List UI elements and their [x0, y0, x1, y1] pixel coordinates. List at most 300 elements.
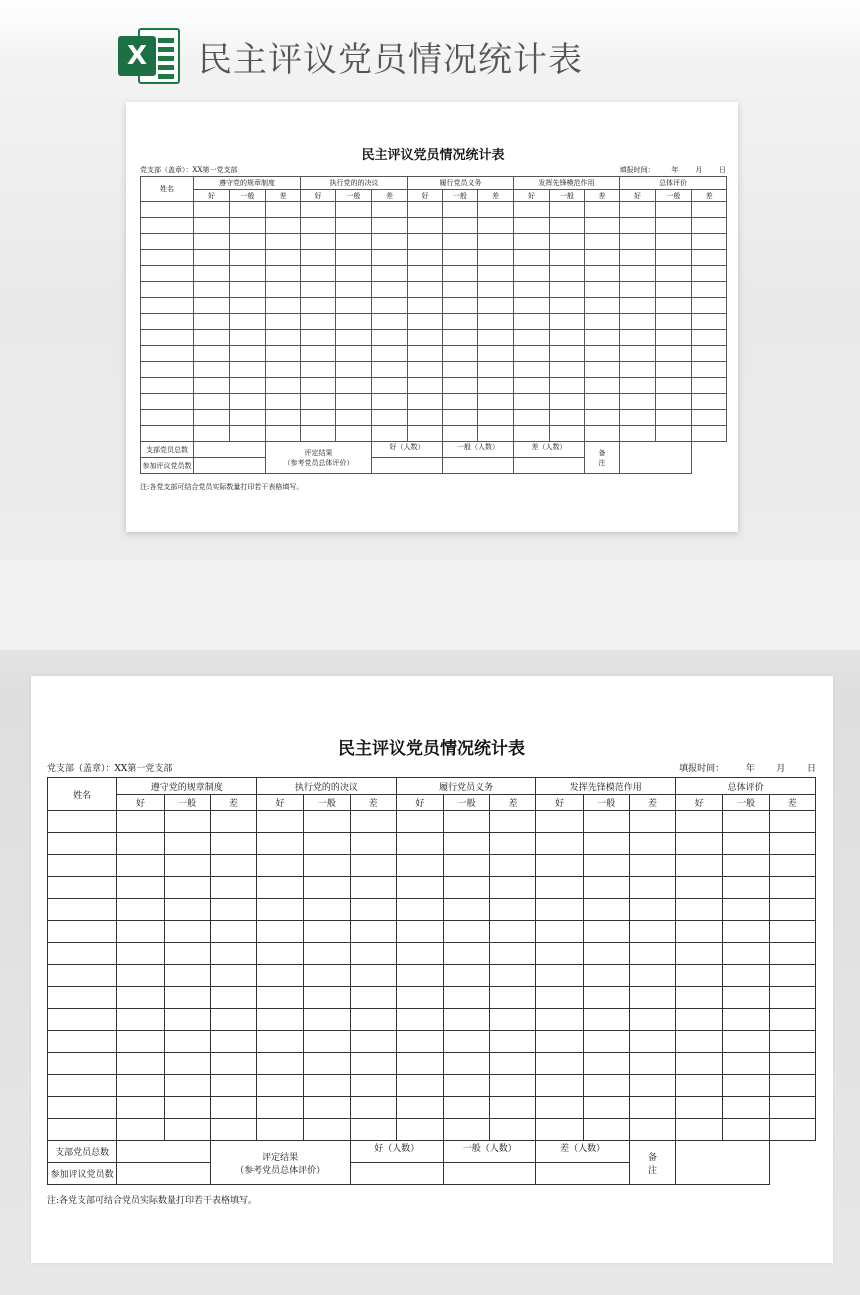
data-cell[interactable]	[443, 877, 489, 899]
data-cell[interactable]	[443, 362, 478, 378]
data-cell[interactable]	[350, 1097, 396, 1119]
data-cell[interactable]	[141, 314, 194, 330]
data-cell[interactable]	[301, 298, 336, 314]
data-cell[interactable]	[692, 346, 727, 362]
data-cell[interactable]	[620, 282, 656, 298]
data-cell[interactable]	[210, 1097, 256, 1119]
poor-count-value[interactable]	[514, 458, 585, 474]
data-cell[interactable]	[301, 250, 336, 266]
data-cell[interactable]	[769, 943, 815, 965]
data-cell[interactable]	[536, 899, 583, 921]
data-cell[interactable]	[266, 298, 301, 314]
data-cell[interactable]	[164, 943, 210, 965]
data-cell[interactable]	[769, 1097, 815, 1119]
data-cell[interactable]	[723, 855, 769, 877]
data-cell[interactable]	[478, 410, 514, 426]
data-cell[interactable]	[336, 202, 372, 218]
data-cell[interactable]	[301, 314, 336, 330]
data-cell[interactable]	[117, 1075, 164, 1097]
data-cell[interactable]	[769, 811, 815, 833]
data-cell[interactable]	[257, 833, 304, 855]
data-cell[interactable]	[656, 330, 692, 346]
data-cell[interactable]	[656, 426, 692, 442]
data-cell[interactable]	[164, 811, 210, 833]
data-cell[interactable]	[194, 218, 230, 234]
data-cell[interactable]	[408, 234, 443, 250]
data-cell[interactable]	[692, 314, 727, 330]
data-cell[interactable]	[210, 1119, 256, 1141]
data-cell[interactable]	[620, 362, 656, 378]
data-cell[interactable]	[629, 1075, 675, 1097]
data-cell[interactable]	[769, 833, 815, 855]
data-cell[interactable]	[550, 378, 585, 394]
data-cell[interactable]	[117, 965, 164, 987]
data-cell[interactable]	[585, 378, 620, 394]
data-cell[interactable]	[350, 877, 396, 899]
data-cell[interactable]	[620, 250, 656, 266]
data-cell[interactable]	[585, 410, 620, 426]
data-cell[interactable]	[583, 855, 629, 877]
data-cell[interactable]	[676, 899, 723, 921]
data-cell[interactable]	[585, 346, 620, 362]
data-cell[interactable]	[656, 410, 692, 426]
data-cell[interactable]	[257, 1097, 304, 1119]
data-cell[interactable]	[443, 218, 478, 234]
data-cell[interactable]	[478, 266, 514, 282]
data-cell[interactable]	[48, 855, 117, 877]
data-cell[interactable]	[266, 234, 301, 250]
data-cell[interactable]	[141, 202, 194, 218]
data-cell[interactable]	[210, 833, 256, 855]
data-cell[interactable]	[656, 282, 692, 298]
data-cell[interactable]	[692, 330, 727, 346]
data-cell[interactable]	[257, 1075, 304, 1097]
data-cell[interactable]	[350, 855, 396, 877]
data-cell[interactable]	[372, 426, 408, 442]
data-cell[interactable]	[194, 330, 230, 346]
data-cell[interactable]	[676, 1119, 723, 1141]
participating-value[interactable]	[194, 458, 266, 474]
data-cell[interactable]	[536, 877, 583, 899]
data-cell[interactable]	[620, 346, 656, 362]
data-cell[interactable]	[443, 811, 489, 833]
data-cell[interactable]	[723, 1075, 769, 1097]
data-cell[interactable]	[336, 330, 372, 346]
data-cell[interactable]	[490, 965, 536, 987]
data-cell[interactable]	[536, 987, 583, 1009]
data-cell[interactable]	[257, 965, 304, 987]
data-cell[interactable]	[443, 833, 489, 855]
data-cell[interactable]	[350, 899, 396, 921]
data-cell[interactable]	[583, 921, 629, 943]
data-cell[interactable]	[301, 234, 336, 250]
data-cell[interactable]	[656, 394, 692, 410]
data-cell[interactable]	[396, 855, 443, 877]
data-cell[interactable]	[583, 877, 629, 899]
data-cell[interactable]	[301, 282, 336, 298]
data-cell[interactable]	[692, 394, 727, 410]
data-cell[interactable]	[443, 1053, 489, 1075]
data-cell[interactable]	[723, 1009, 769, 1031]
data-cell[interactable]	[336, 362, 372, 378]
data-cell[interactable]	[514, 362, 550, 378]
data-cell[interactable]	[408, 250, 443, 266]
data-cell[interactable]	[141, 218, 194, 234]
data-cell[interactable]	[372, 202, 408, 218]
data-cell[interactable]	[266, 426, 301, 442]
data-cell[interactable]	[194, 266, 230, 282]
data-cell[interactable]	[301, 330, 336, 346]
data-cell[interactable]	[408, 394, 443, 410]
data-cell[interactable]	[676, 987, 723, 1009]
data-cell[interactable]	[230, 218, 266, 234]
data-cell[interactable]	[194, 282, 230, 298]
data-cell[interactable]	[396, 1075, 443, 1097]
data-cell[interactable]	[230, 234, 266, 250]
data-cell[interactable]	[490, 1119, 536, 1141]
data-cell[interactable]	[266, 314, 301, 330]
data-cell[interactable]	[164, 855, 210, 877]
data-cell[interactable]	[514, 234, 550, 250]
data-cell[interactable]	[210, 1031, 256, 1053]
data-cell[interactable]	[514, 394, 550, 410]
data-cell[interactable]	[408, 218, 443, 234]
data-cell[interactable]	[396, 987, 443, 1009]
data-cell[interactable]	[585, 282, 620, 298]
data-cell[interactable]	[478, 234, 514, 250]
data-cell[interactable]	[164, 899, 210, 921]
data-cell[interactable]	[478, 314, 514, 330]
data-cell[interactable]	[372, 250, 408, 266]
data-cell[interactable]	[372, 330, 408, 346]
data-cell[interactable]	[304, 965, 350, 987]
data-cell[interactable]	[620, 202, 656, 218]
data-cell[interactable]	[230, 426, 266, 442]
data-cell[interactable]	[692, 250, 727, 266]
data-cell[interactable]	[210, 1053, 256, 1075]
data-cell[interactable]	[350, 965, 396, 987]
data-cell[interactable]	[478, 330, 514, 346]
data-cell[interactable]	[336, 250, 372, 266]
data-cell[interactable]	[536, 921, 583, 943]
data-cell[interactable]	[550, 426, 585, 442]
data-cell[interactable]	[230, 266, 266, 282]
remarks-value[interactable]	[620, 442, 692, 474]
data-cell[interactable]	[350, 833, 396, 855]
data-cell[interactable]	[769, 1009, 815, 1031]
data-cell[interactable]	[210, 921, 256, 943]
data-cell[interactable]	[550, 282, 585, 298]
data-cell[interactable]	[141, 394, 194, 410]
data-cell[interactable]	[117, 1119, 164, 1141]
data-cell[interactable]	[230, 314, 266, 330]
data-cell[interactable]	[629, 1119, 675, 1141]
data-cell[interactable]	[629, 1097, 675, 1119]
data-cell[interactable]	[141, 410, 194, 426]
data-cell[interactable]	[723, 943, 769, 965]
data-cell[interactable]	[372, 234, 408, 250]
data-cell[interactable]	[443, 1009, 489, 1031]
data-cell[interactable]	[141, 266, 194, 282]
data-cell[interactable]	[514, 282, 550, 298]
data-cell[interactable]	[723, 811, 769, 833]
data-cell[interactable]	[408, 410, 443, 426]
data-cell[interactable]	[585, 362, 620, 378]
data-cell[interactable]	[656, 378, 692, 394]
data-cell[interactable]	[443, 943, 489, 965]
data-cell[interactable]	[257, 1053, 304, 1075]
data-cell[interactable]	[536, 1075, 583, 1097]
data-cell[interactable]	[141, 234, 194, 250]
data-cell[interactable]	[676, 965, 723, 987]
data-cell[interactable]	[583, 811, 629, 833]
data-cell[interactable]	[629, 877, 675, 899]
data-cell[interactable]	[723, 987, 769, 1009]
data-cell[interactable]	[230, 282, 266, 298]
data-cell[interactable]	[692, 378, 727, 394]
data-cell[interactable]	[230, 250, 266, 266]
data-cell[interactable]	[723, 965, 769, 987]
data-cell[interactable]	[490, 877, 536, 899]
data-cell[interactable]	[266, 218, 301, 234]
data-cell[interactable]	[408, 266, 443, 282]
data-cell[interactable]	[692, 410, 727, 426]
data-cell[interactable]	[490, 921, 536, 943]
data-cell[interactable]	[372, 314, 408, 330]
data-cell[interactable]	[585, 218, 620, 234]
data-cell[interactable]	[692, 202, 727, 218]
data-cell[interactable]	[230, 298, 266, 314]
data-cell[interactable]	[301, 218, 336, 234]
data-cell[interactable]	[372, 346, 408, 362]
data-cell[interactable]	[629, 943, 675, 965]
data-cell[interactable]	[117, 987, 164, 1009]
data-cell[interactable]	[676, 1053, 723, 1075]
data-cell[interactable]	[620, 378, 656, 394]
total-members-value[interactable]	[117, 1141, 210, 1163]
data-cell[interactable]	[194, 394, 230, 410]
data-cell[interactable]	[141, 426, 194, 442]
good-count-value[interactable]	[350, 1163, 443, 1185]
data-cell[interactable]	[583, 943, 629, 965]
data-cell[interactable]	[550, 330, 585, 346]
data-cell[interactable]	[656, 218, 692, 234]
data-cell[interactable]	[443, 314, 478, 330]
data-cell[interactable]	[550, 314, 585, 330]
data-cell[interactable]	[443, 410, 478, 426]
data-cell[interactable]	[620, 314, 656, 330]
data-cell[interactable]	[48, 987, 117, 1009]
data-cell[interactable]	[266, 202, 301, 218]
data-cell[interactable]	[478, 250, 514, 266]
data-cell[interactable]	[194, 426, 230, 442]
data-cell[interactable]	[676, 811, 723, 833]
data-cell[interactable]	[164, 1119, 210, 1141]
data-cell[interactable]	[230, 394, 266, 410]
data-cell[interactable]	[350, 1009, 396, 1031]
data-cell[interactable]	[676, 1031, 723, 1053]
data-cell[interactable]	[210, 943, 256, 965]
data-cell[interactable]	[692, 362, 727, 378]
data-cell[interactable]	[769, 855, 815, 877]
data-cell[interactable]	[550, 234, 585, 250]
data-cell[interactable]	[141, 282, 194, 298]
data-cell[interactable]	[514, 426, 550, 442]
data-cell[interactable]	[443, 899, 489, 921]
data-cell[interactable]	[692, 282, 727, 298]
data-cell[interactable]	[372, 410, 408, 426]
data-cell[interactable]	[490, 943, 536, 965]
data-cell[interactable]	[257, 1119, 304, 1141]
data-cell[interactable]	[396, 965, 443, 987]
data-cell[interactable]	[443, 426, 478, 442]
data-cell[interactable]	[408, 330, 443, 346]
data-cell[interactable]	[48, 965, 117, 987]
data-cell[interactable]	[585, 426, 620, 442]
data-cell[interactable]	[266, 346, 301, 362]
data-cell[interactable]	[48, 1075, 117, 1097]
data-cell[interactable]	[620, 426, 656, 442]
data-cell[interactable]	[336, 282, 372, 298]
data-cell[interactable]	[723, 877, 769, 899]
data-cell[interactable]	[723, 1097, 769, 1119]
data-cell[interactable]	[723, 833, 769, 855]
data-cell[interactable]	[583, 1031, 629, 1053]
data-cell[interactable]	[48, 811, 117, 833]
data-cell[interactable]	[656, 202, 692, 218]
data-cell[interactable]	[164, 1009, 210, 1031]
average-count-value[interactable]	[443, 458, 514, 474]
data-cell[interactable]	[48, 1031, 117, 1053]
data-cell[interactable]	[257, 1031, 304, 1053]
data-cell[interactable]	[210, 855, 256, 877]
data-cell[interactable]	[656, 266, 692, 282]
data-cell[interactable]	[304, 987, 350, 1009]
data-cell[interactable]	[230, 378, 266, 394]
data-cell[interactable]	[478, 218, 514, 234]
data-cell[interactable]	[550, 218, 585, 234]
data-cell[interactable]	[536, 1097, 583, 1119]
data-cell[interactable]	[48, 899, 117, 921]
data-cell[interactable]	[396, 1009, 443, 1031]
data-cell[interactable]	[550, 410, 585, 426]
data-cell[interactable]	[490, 1097, 536, 1119]
data-cell[interactable]	[210, 899, 256, 921]
data-cell[interactable]	[769, 899, 815, 921]
data-cell[interactable]	[301, 426, 336, 442]
data-cell[interactable]	[769, 965, 815, 987]
data-cell[interactable]	[372, 298, 408, 314]
data-cell[interactable]	[117, 833, 164, 855]
data-cell[interactable]	[550, 346, 585, 362]
data-cell[interactable]	[257, 987, 304, 1009]
data-cell[interactable]	[536, 811, 583, 833]
data-cell[interactable]	[301, 394, 336, 410]
data-cell[interactable]	[336, 314, 372, 330]
data-cell[interactable]	[514, 250, 550, 266]
data-cell[interactable]	[620, 266, 656, 282]
data-cell[interactable]	[408, 426, 443, 442]
data-cell[interactable]	[210, 1075, 256, 1097]
data-cell[interactable]	[210, 811, 256, 833]
data-cell[interactable]	[350, 1031, 396, 1053]
data-cell[interactable]	[266, 362, 301, 378]
data-cell[interactable]	[692, 234, 727, 250]
data-cell[interactable]	[550, 394, 585, 410]
data-cell[interactable]	[583, 1097, 629, 1119]
data-cell[interactable]	[48, 1009, 117, 1031]
data-cell[interactable]	[141, 250, 194, 266]
data-cell[interactable]	[117, 899, 164, 921]
data-cell[interactable]	[676, 1075, 723, 1097]
data-cell[interactable]	[550, 298, 585, 314]
data-cell[interactable]	[692, 218, 727, 234]
data-cell[interactable]	[117, 921, 164, 943]
data-cell[interactable]	[164, 921, 210, 943]
data-cell[interactable]	[141, 378, 194, 394]
data-cell[interactable]	[304, 1119, 350, 1141]
data-cell[interactable]	[478, 362, 514, 378]
data-cell[interactable]	[396, 811, 443, 833]
data-cell[interactable]	[408, 314, 443, 330]
data-cell[interactable]	[490, 855, 536, 877]
data-cell[interactable]	[514, 330, 550, 346]
data-cell[interactable]	[629, 965, 675, 987]
data-cell[interactable]	[478, 346, 514, 362]
data-cell[interactable]	[257, 1009, 304, 1031]
data-cell[interactable]	[304, 1009, 350, 1031]
data-cell[interactable]	[443, 282, 478, 298]
data-cell[interactable]	[723, 1053, 769, 1075]
data-cell[interactable]	[769, 1053, 815, 1075]
data-cell[interactable]	[336, 394, 372, 410]
data-cell[interactable]	[266, 394, 301, 410]
data-cell[interactable]	[194, 250, 230, 266]
data-cell[interactable]	[585, 234, 620, 250]
data-cell[interactable]	[629, 855, 675, 877]
data-cell[interactable]	[550, 362, 585, 378]
data-cell[interactable]	[164, 833, 210, 855]
data-cell[interactable]	[583, 1053, 629, 1075]
data-cell[interactable]	[620, 234, 656, 250]
data-cell[interactable]	[304, 943, 350, 965]
data-cell[interactable]	[257, 943, 304, 965]
data-cell[interactable]	[443, 346, 478, 362]
data-cell[interactable]	[372, 266, 408, 282]
data-cell[interactable]	[194, 234, 230, 250]
data-cell[interactable]	[676, 1097, 723, 1119]
data-cell[interactable]	[490, 899, 536, 921]
data-cell[interactable]	[692, 298, 727, 314]
data-cell[interactable]	[656, 234, 692, 250]
data-cell[interactable]	[536, 943, 583, 965]
data-cell[interactable]	[48, 833, 117, 855]
data-cell[interactable]	[48, 1053, 117, 1075]
data-cell[interactable]	[257, 921, 304, 943]
data-cell[interactable]	[443, 1075, 489, 1097]
data-cell[interactable]	[164, 987, 210, 1009]
data-cell[interactable]	[301, 266, 336, 282]
data-cell[interactable]	[769, 987, 815, 1009]
data-cell[interactable]	[266, 330, 301, 346]
data-cell[interactable]	[336, 378, 372, 394]
data-cell[interactable]	[583, 833, 629, 855]
data-cell[interactable]	[656, 346, 692, 362]
data-cell[interactable]	[266, 266, 301, 282]
data-cell[interactable]	[257, 877, 304, 899]
data-cell[interactable]	[620, 394, 656, 410]
data-cell[interactable]	[408, 378, 443, 394]
